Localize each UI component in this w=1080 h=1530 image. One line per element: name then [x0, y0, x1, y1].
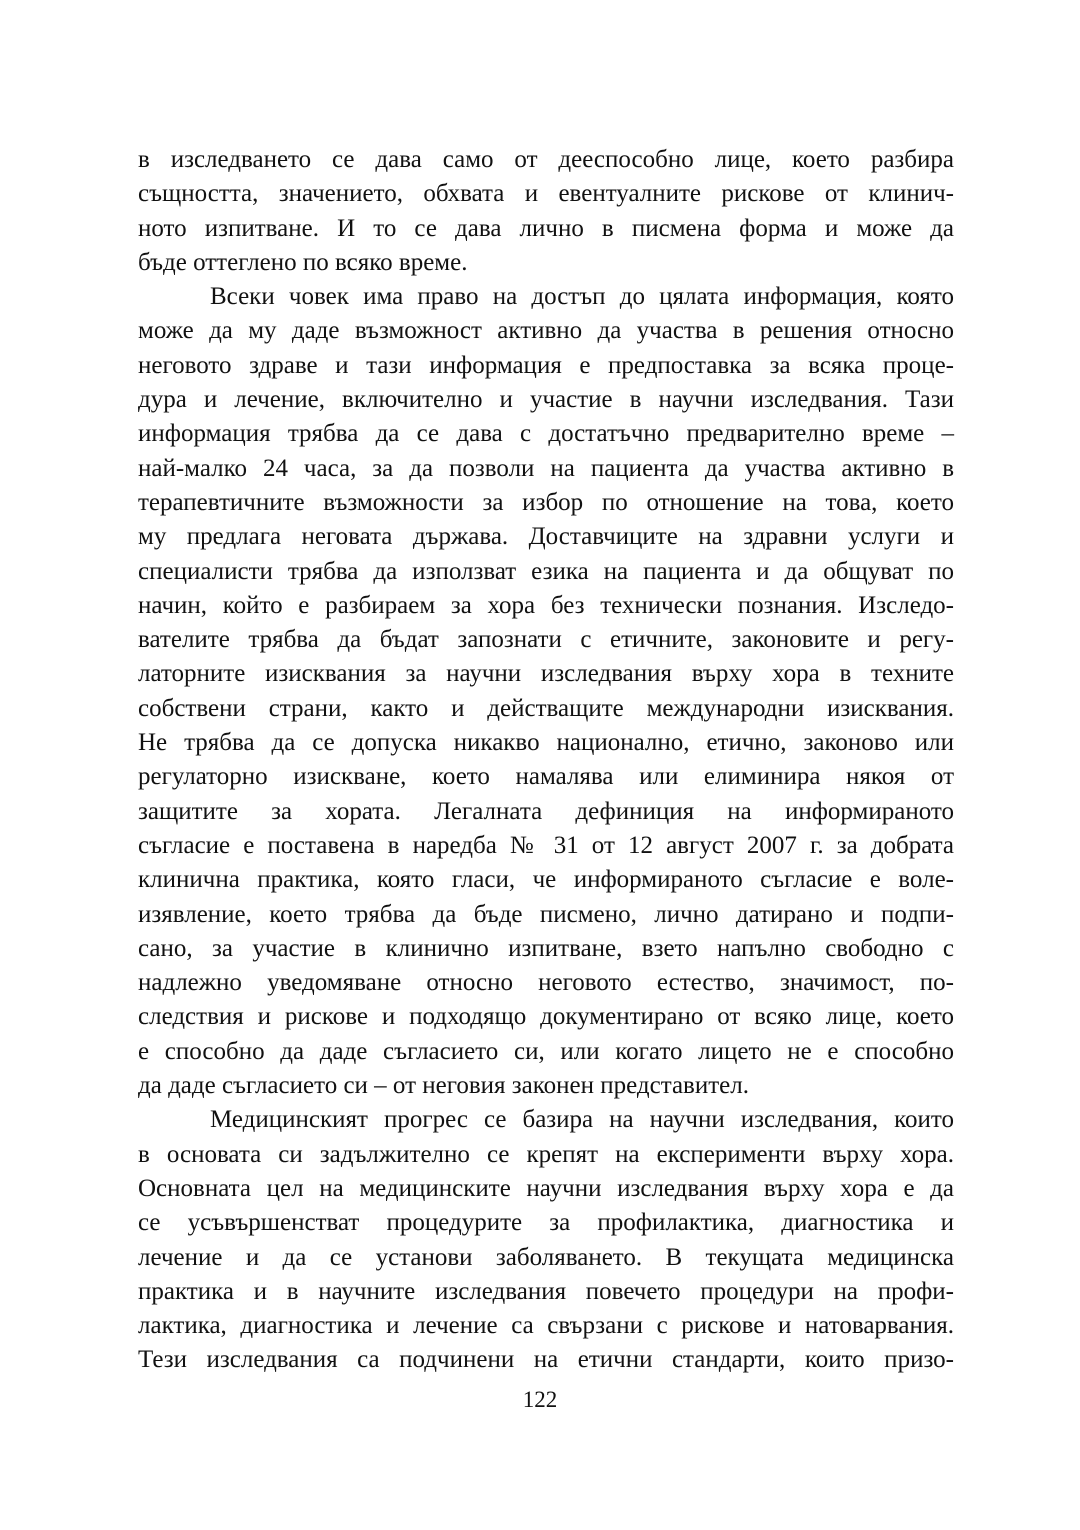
text-line: може да му даде възможност активно да участва в решения относно	[138, 317, 954, 345]
text-line: ното изпитване. И то се дава лично в писмена форма и може да	[138, 214, 954, 242]
text-line: регулаторно изискване, което намалява или елиминира някоя от	[138, 763, 954, 791]
paragraph	[138, 1103, 954, 1377]
paragraph	[138, 143, 954, 280]
page-number: 122	[522, 1387, 558, 1412]
paragraph	[138, 280, 954, 1103]
text-line: латорните изисквания за научни изследвания върху хора в техните	[138, 660, 954, 688]
text-line: лечение и да се установи заболяването. В текущата медицинска	[138, 1243, 954, 1271]
text-line: да даде съгласието си – от неговия законен представител.	[138, 1072, 749, 1100]
text-line: Всеки човек има право на достъп до цялата информация, която	[210, 283, 954, 311]
text-line: в основата си задължително се крепят на експерименти върху хора.	[138, 1140, 954, 1168]
text-line: изявление, което трябва да бъде писмено, лично датирано и подпи-	[138, 900, 954, 928]
text-line: неговото здраве и тази информация е предпоставка за всяка проце-	[138, 351, 954, 379]
text-line: най-малко 24 часа, за да позволи на пациента да участва активно в	[138, 454, 954, 482]
text-line: Тези изследвания са подчинени на етични стандарти, които призо-	[138, 1346, 954, 1374]
text-line: информация трябва да се дава с достатъчно предварително време –	[138, 420, 954, 448]
text-line: се усъвършенстват процедурите за профилактика, диагностика и	[138, 1209, 954, 1237]
text-line: лактика, диагностика и лечение са свързани с рискове и натоварвания.	[138, 1312, 954, 1340]
text-line: му предлага неговата държава. Доставчиците на здравни услуги и	[138, 523, 954, 551]
text-line: същността, значението, обхвата и евентуалните рискове от клинич-	[138, 180, 954, 208]
text-line: в изследването се дава само от дееспособно лице, което разбира	[138, 146, 954, 173]
text-line: практика и в научните изследвания повечето процедури на профи-	[138, 1277, 954, 1305]
text-line: Основната цел на медицинските научни изследвания върху хора е да	[138, 1174, 954, 1202]
text-line: е способно да даде съгласието си, или когато лицето не е способно	[138, 1037, 954, 1065]
text-line: начин, който е разбираем за хора без технически познания. Изследо-	[138, 591, 954, 619]
text-line: Не трябва да се допуска никакво национално, етично, законово или	[138, 729, 954, 757]
text-line: клинична практика, която гласи, че информираното съгласие е воле-	[138, 866, 954, 894]
text-line: терапевтичните възможности за избор по отношение на това, което	[138, 488, 954, 516]
text-line: вателите трябва да бъдат запознати с етичните, законовите и регу-	[138, 626, 954, 654]
text-line: собствени страни, както и действащите международни изисквания.	[138, 694, 954, 722]
text-line: Медицинският прогрес се базира на научни изследвания, които	[210, 1106, 954, 1134]
text-line: следствия и рискове и подходящо документирано от всяко лице, което	[138, 1003, 954, 1031]
text-line: надлежно уведомяване относно неговото естество, значимост, по-	[138, 969, 954, 997]
text-line: съгласие е поставена в наредба № 31 от 12 август 2007 г. за добрата	[138, 831, 954, 859]
text-line: дура и лечение, включително и участие в научни изследвания. Тази	[138, 386, 954, 414]
text-line: сано, за участие в клинично изпитване, взето напълно свободно с	[138, 934, 954, 962]
text-line: защитите за хората. Легалната дефиниция на информираното	[138, 797, 954, 825]
body-text	[138, 143, 954, 1378]
text-line: бъде оттеглено по всяко време.	[138, 248, 468, 276]
text-line: специалисти трябва да използват езика на пациента и да общуват по	[138, 557, 954, 585]
